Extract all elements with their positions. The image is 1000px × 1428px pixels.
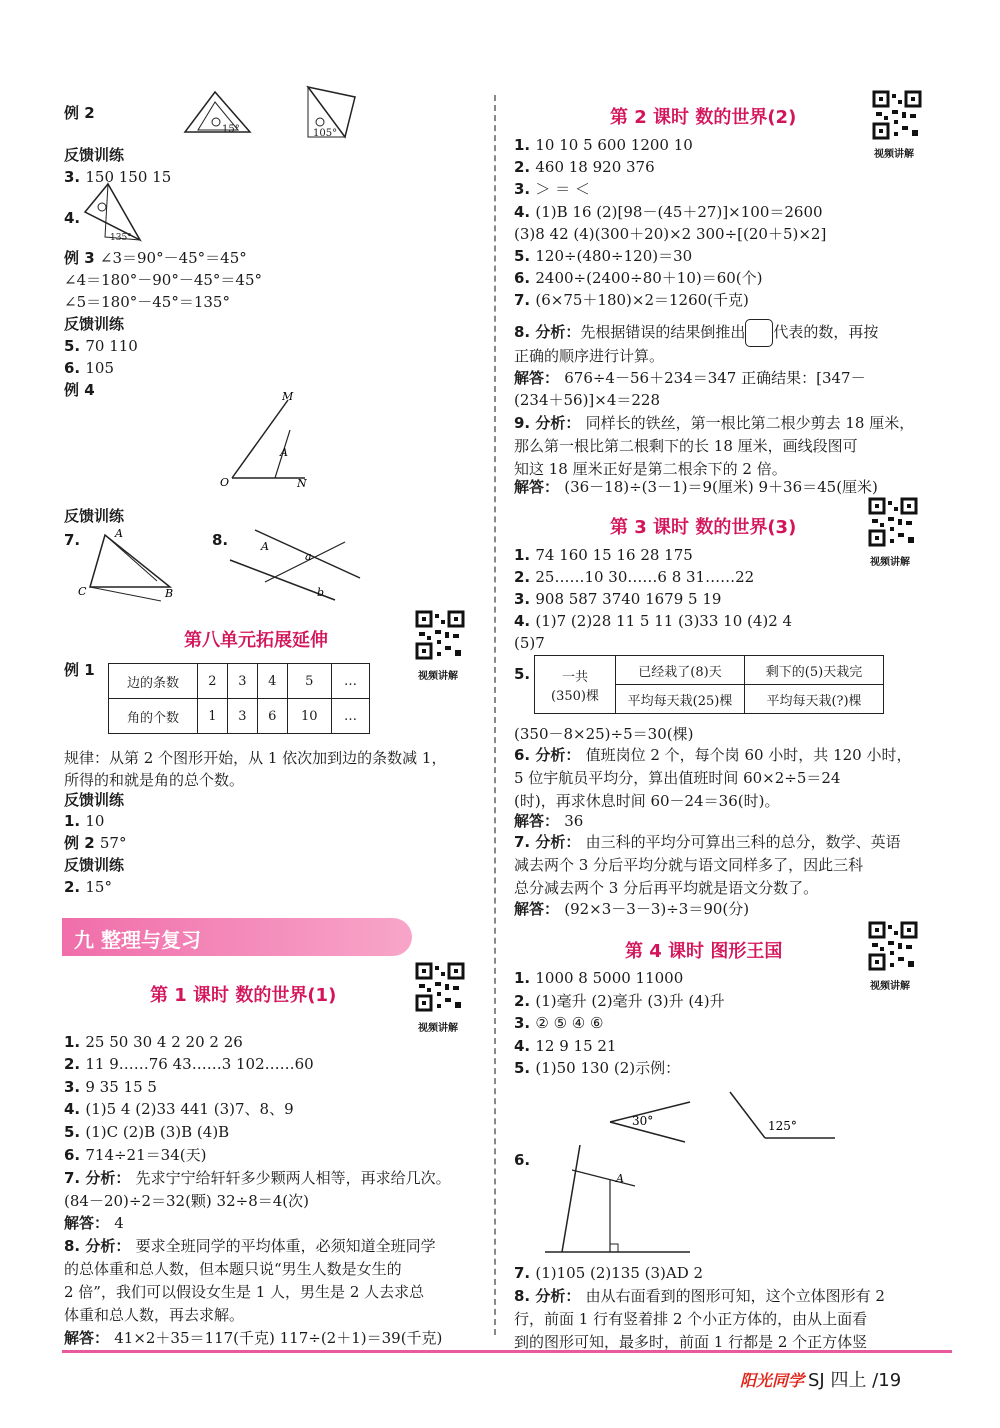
- item-label: 解答：: [64, 1214, 115, 1232]
- answer-line: [64, 1236, 436, 1256]
- label-A: A: [280, 446, 288, 459]
- answer-line: [514, 368, 866, 388]
- item-label: 2.: [64, 878, 86, 896]
- answer-line: [514, 1332, 867, 1352]
- item-label: 解答：: [514, 900, 565, 918]
- table-cell: 已经栽了(8)天: [616, 656, 745, 685]
- item-text: 676÷4－56＋234＝347 正确结果：[347－: [564, 369, 866, 387]
- item-label: 解答：: [514, 812, 565, 830]
- item-text: ＞ ＝ ＜: [535, 180, 590, 198]
- answer-line: [64, 1032, 243, 1052]
- item-text: 36: [564, 812, 584, 830]
- angle-15-label: 15°: [222, 124, 240, 135]
- item-text: 2 倍”，我们可以假设女生是 1 人，男生是 2 人去求总: [64, 1283, 425, 1301]
- answer-line: [514, 246, 692, 266]
- answer-line: [64, 833, 126, 853]
- item-label: 6. 分析：: [514, 746, 586, 764]
- answer-line: [514, 811, 583, 831]
- answer-line: [514, 745, 911, 765]
- table-cell: …: [331, 664, 369, 699]
- qr-label: 视频讲解: [874, 149, 914, 160]
- item-text: 120÷(480÷120)＝30: [535, 247, 693, 265]
- item-label: 3.: [514, 1014, 536, 1032]
- answer-line: [64, 145, 124, 165]
- answer-line: [64, 336, 138, 356]
- label-O: O: [220, 476, 230, 489]
- item-label: 3.: [64, 1078, 86, 1096]
- answer-line: [64, 292, 230, 312]
- item-text: 10: [85, 812, 105, 830]
- answer-line: [514, 390, 660, 410]
- table-cell: 剩下的(5)天栽完: [745, 656, 884, 685]
- item-label: 3.: [514, 590, 536, 608]
- item-text: (350－8×25)÷5＝30(棵): [514, 725, 694, 743]
- item-text: ∠3＝90°－45°＝45°: [99, 249, 247, 267]
- item-label: 8. 分析：: [514, 1287, 586, 1305]
- brand-logo: 阳光同学: [740, 1371, 805, 1390]
- table-cell: 1: [198, 699, 228, 734]
- item-label: 5.: [514, 1059, 536, 1077]
- item-label: 解答：: [514, 478, 565, 496]
- item-label: 反馈训练: [64, 791, 125, 809]
- item-label: 1.: [64, 1033, 86, 1051]
- item-label: 反馈训练: [64, 315, 125, 333]
- item-text: (92×3－3－3)÷3＝90(分): [564, 900, 750, 918]
- item-text: (1)C (2)B (3)B (4)B: [85, 1123, 230, 1141]
- item-text: (1)毫升 (2)毫升 (3)升 (4)升: [535, 992, 725, 1010]
- item-text: 所得的和就是角的总个数。: [64, 771, 245, 789]
- item-text: 2400÷(2400÷80＋10)＝60(个): [535, 269, 763, 287]
- answer-line: [514, 290, 749, 310]
- item-label: 7. 分析：: [514, 833, 586, 851]
- label-A: A: [115, 527, 123, 540]
- item-label: 6.: [64, 1146, 86, 1164]
- item-label: 反馈训练: [64, 856, 125, 874]
- answer-line: [64, 208, 80, 228]
- answer-line: [514, 413, 914, 433]
- answer-line: [514, 768, 840, 788]
- item-label: 反馈训练: [64, 146, 125, 164]
- item-text: ∠5＝180°－45°＝135°: [64, 293, 230, 311]
- answer-line: [64, 1168, 451, 1188]
- item-label: 9. 分析：: [514, 414, 586, 432]
- qr-code-icon[interactable]: [872, 90, 922, 140]
- answer-line: [64, 1054, 314, 1074]
- item-text: 10 10 5 600 1200 10: [535, 136, 693, 154]
- example4-angle-figure: [220, 390, 320, 490]
- answer-line: [514, 855, 863, 875]
- table-row: [109, 699, 370, 734]
- item-text: 15°: [85, 878, 112, 896]
- answer-line: [514, 1150, 530, 1170]
- item-label: 5.: [514, 247, 536, 265]
- answer-line: [514, 1263, 703, 1283]
- qr-code-icon[interactable]: [868, 497, 918, 547]
- answer-line: [514, 268, 763, 288]
- item-label: 7. 分析：: [64, 1169, 136, 1187]
- answer-line: [64, 270, 262, 290]
- answer-line: [64, 314, 124, 334]
- angle-125-label: 125°: [768, 1119, 797, 1133]
- q8-parallel-lines-figure: [225, 520, 365, 605]
- item-text: 714÷21＝34(天): [85, 1146, 207, 1164]
- label-C: C: [78, 585, 87, 598]
- item-text: 41×2＋35＝117(千克) 117÷(2＋1)＝39(千克): [114, 1329, 443, 1347]
- answer-line: [514, 589, 721, 609]
- lesson1-title: 第 1 课时 数的世界(1): [150, 985, 337, 1006]
- item-text: 11 9……76 43……3 102……60: [85, 1055, 314, 1073]
- item-label: 5.: [514, 665, 531, 683]
- table-cell: 平均每天栽(?)棵: [745, 685, 884, 714]
- q6-perpendicular-figure: [540, 1140, 700, 1255]
- lesson2-title: 第 2 课时 数的世界(2): [610, 107, 797, 128]
- item-label: 2.: [514, 992, 536, 1010]
- answer-line: [64, 1305, 244, 1325]
- answer-line: [514, 135, 693, 155]
- table-cell: 边的条数: [109, 664, 198, 699]
- item-text: 4: [114, 1214, 124, 1232]
- item-text: 的总体重和总人数，但本题只说“男生人数是女生的: [64, 1260, 402, 1278]
- table-cell: 4: [257, 664, 287, 699]
- q8-label: 8.: [212, 531, 229, 549]
- item-text: 105: [85, 359, 114, 377]
- item-text: ② ⑤ ④ ⑥: [535, 1014, 604, 1032]
- answer-line: [64, 877, 112, 897]
- item-label: 2.: [514, 568, 536, 586]
- item-text: 25……10 30……6 8 31……22: [535, 568, 755, 586]
- item-text: 908 587 3740 1679 5 19: [535, 590, 722, 608]
- q4-triangle-figure: [80, 182, 150, 246]
- footer-rule: [62, 1350, 952, 1353]
- item-text: (6×75＋180)×2＝1260(千克): [535, 291, 749, 309]
- item-text: 1000 8 5000 11000: [535, 969, 684, 987]
- answer-line: [64, 811, 104, 831]
- page-footer: SJ 四上 /19: [808, 1370, 902, 1391]
- item-text: (时)，再求休息时间 60－24＝36(时)。: [514, 792, 780, 810]
- q8-text-pre: 先根据错误的结果倒推出: [580, 323, 746, 341]
- item-label: 例 4: [64, 381, 95, 399]
- item-label: 例 2: [64, 834, 100, 852]
- item-text: 行，前面 1 行有竖着排 2 个小正方体的，由从上面看: [514, 1310, 868, 1328]
- answer-line: [514, 1013, 603, 1033]
- item-text: (84－20)÷2＝32(颗) 32÷8＝4(次): [64, 1192, 309, 1210]
- cell-total: 一共: [561, 669, 588, 685]
- answer-line: [64, 1191, 309, 1211]
- q8-label: 8. 分析：: [514, 323, 581, 341]
- item-label: 例 1: [64, 661, 95, 679]
- answer-line: [514, 567, 754, 587]
- answer-line: [64, 1122, 229, 1142]
- item-text: 先求宁宁给轩轩多少颗两人相等，再求给几次。: [135, 1169, 451, 1187]
- answer-line: [514, 202, 823, 222]
- item-text: (3)8 42 (4)(300＋20)×2 300÷[(20＋5)×2]: [514, 225, 827, 243]
- qr-label: 视频讲解: [870, 557, 910, 568]
- answer-line: [514, 611, 792, 631]
- answer-line: [64, 248, 247, 268]
- blank-box-icon: [745, 319, 773, 347]
- qr-code-icon[interactable]: [868, 921, 918, 971]
- angle-105-label: 105°: [313, 128, 338, 139]
- answer-line: [64, 1328, 442, 1348]
- q5-table: [534, 655, 884, 714]
- answer-line: [514, 545, 693, 565]
- table-cell: …: [331, 699, 369, 734]
- item-text: 减去两个 3 分后平均分就与语文同样多了，因此三科: [514, 856, 864, 874]
- angle-30-label: 30°: [632, 1114, 654, 1128]
- item-text: 9 35 15 5: [85, 1078, 157, 1096]
- answer-line: [514, 724, 693, 744]
- section-banner: [62, 918, 412, 956]
- answer-line: [514, 157, 655, 177]
- item-text: (36－18)÷(3－1)＝9(厘米) 9＋36＝45(厘米): [564, 478, 878, 496]
- item-text: 12 9 15 21: [535, 1037, 617, 1055]
- answer-line: [64, 380, 95, 400]
- table-cell: 2: [198, 664, 228, 699]
- table-cell: 角的个数: [109, 699, 198, 734]
- answer-line: [514, 633, 545, 653]
- answer-line: [64, 1077, 157, 1097]
- qr-code-icon[interactable]: [415, 962, 465, 1012]
- answer-line: [514, 1058, 680, 1078]
- item-label: 2.: [64, 1055, 86, 1073]
- table-cell: [535, 656, 616, 714]
- cell-total-value: (350)棵: [551, 688, 599, 704]
- item-label: 1.: [514, 546, 536, 564]
- item-label: 3.: [514, 180, 536, 198]
- table-cell: 6: [257, 699, 287, 734]
- item-text: 460 18 920 376: [535, 158, 655, 176]
- qr-label: 视频讲解: [418, 1023, 458, 1034]
- item-text: (1)7 (2)28 11 5 11 (3)33 10 (4)2 4: [535, 612, 793, 630]
- item-text: (234＋56)]×4＝228: [514, 391, 661, 409]
- item-text: 体重和总人数，再去求解。: [64, 1306, 245, 1324]
- item-text: (1)50 130 (2)示例：: [535, 1059, 681, 1077]
- table-row: [109, 664, 370, 699]
- answer-line: [64, 506, 124, 526]
- answer-line: [64, 770, 244, 790]
- answer-line: [64, 1282, 424, 1302]
- item-label: 6.: [514, 269, 536, 287]
- item-text: 由三科的平均分可算出三科的总分，数学、英语: [585, 833, 901, 851]
- answer-line: [64, 1145, 206, 1165]
- item-label: 解答：: [64, 1329, 115, 1347]
- q8-analysis-line: [514, 318, 878, 347]
- item-text: 74 160 15 16 28 175: [535, 546, 693, 564]
- item-text: 由从右面看到的图形可知，这个立体图形有 2: [585, 1287, 885, 1305]
- answer-line: [64, 790, 124, 810]
- item-text: 正确的顺序进行计算。: [514, 347, 665, 365]
- answer-line: [64, 660, 95, 680]
- item-label: 4.: [514, 203, 536, 221]
- item-text: 25 50 30 4 2 20 2 26: [85, 1033, 243, 1051]
- answer-line: [514, 991, 725, 1011]
- table-cell: 3: [227, 664, 257, 699]
- answer-line: [514, 179, 590, 199]
- answer-line: [514, 791, 779, 811]
- item-label: 例 3: [64, 249, 100, 267]
- item-label: 4.: [64, 209, 81, 227]
- answer-line: [514, 346, 664, 366]
- item-text: 同样长的铁丝，第一根比第二根少剪去 18 厘米，: [585, 414, 915, 432]
- item-label: 例 2: [64, 104, 95, 122]
- item-label: 4.: [514, 612, 536, 630]
- item-text: (5)7: [514, 634, 545, 652]
- answer-line: [64, 358, 114, 378]
- lesson4-title: 第 4 课时 图形王国: [625, 941, 783, 962]
- banner-text: 九 整理与复习: [74, 928, 201, 952]
- item-text: 那么第一根比第二根剩下的长 18 厘米，画线段图可: [514, 437, 858, 455]
- qr-code-icon[interactable]: [415, 610, 465, 660]
- lesson3-title: 第 3 课时 数的世界(3): [610, 517, 797, 538]
- answer-line: [514, 968, 683, 988]
- item-text: 规律：从第 2 个图形开始，从 1 依次加到边的条数减 1，: [64, 749, 447, 767]
- item-text: 57°: [99, 834, 127, 852]
- item-label: 7.: [514, 291, 536, 309]
- label-b: b: [317, 586, 325, 599]
- answer-line: [514, 224, 826, 244]
- label-A: A: [616, 1172, 624, 1185]
- column-divider: [494, 95, 496, 1335]
- item-label: 5.: [64, 337, 86, 355]
- item-text: ∠4＝180°－90°－45°＝45°: [64, 271, 263, 289]
- item-label: 反馈训练: [64, 507, 125, 525]
- item-text: (1)B 16 (2)[98－(45＋27)]×100＝2600: [535, 203, 823, 221]
- table-cell: 10: [287, 699, 331, 734]
- item-label: 5.: [64, 1123, 86, 1141]
- item-text: 到的图形可知，最多时，前面 1 行都是 2 个正方体竖: [514, 1333, 868, 1351]
- answer-line: [64, 103, 95, 123]
- item-label: 解答：: [514, 369, 565, 387]
- item-label: 8. 分析：: [64, 1237, 136, 1255]
- answer-line: [514, 436, 858, 456]
- answer-line: [64, 855, 124, 875]
- answer-line: [64, 748, 446, 768]
- example2-triangle-figures: [180, 82, 370, 144]
- answer-line: [514, 832, 901, 852]
- item-text: 要求全班同学的平均体重，必须知道全班同学: [135, 1237, 436, 1255]
- item-label: 1.: [514, 136, 536, 154]
- angle-135-label: 135°: [110, 233, 132, 243]
- item-label: 6.: [64, 359, 86, 377]
- answer-line: [514, 1036, 616, 1056]
- unit8-extension-title: 第八单元拓展延伸: [184, 630, 328, 651]
- item-label: 3.: [64, 168, 86, 186]
- item-text: 知这 18 厘米正好是第二根余下的 2 倍。: [514, 460, 787, 478]
- answer-line: [64, 1259, 402, 1279]
- table-row: [535, 656, 884, 685]
- item-label: 1.: [64, 812, 86, 830]
- item-text: (1)5 4 (2)33 441 (3)7、8、9: [85, 1100, 294, 1118]
- item-label: 7.: [514, 1264, 536, 1282]
- label-B: B: [165, 587, 174, 600]
- answer-line: [514, 899, 749, 919]
- qr-label: 视频讲解: [418, 671, 458, 682]
- item-text: 5 位宇航员平均分，算出值班时间 60×2÷5＝24: [514, 769, 841, 787]
- item-label: 4.: [64, 1100, 86, 1118]
- q7-triangle-figure: [75, 525, 185, 607]
- item-label: 4.: [514, 1037, 536, 1055]
- table-cell: 3: [227, 699, 257, 734]
- answer-line: [514, 664, 530, 684]
- item-label: 2.: [514, 158, 536, 176]
- item-label: 7.: [64, 531, 81, 549]
- label-a: a: [305, 550, 312, 563]
- item-text: 150 150 15: [85, 168, 172, 186]
- qr-label: 视频讲解: [870, 981, 910, 992]
- answer-line: [514, 1286, 885, 1306]
- item-text: 总分减去两个 3 分后再平均就是语文分数了。: [514, 879, 819, 897]
- table-cell: 5: [287, 664, 331, 699]
- q8-text-post: 代表的数，再按: [773, 323, 879, 341]
- table-cell: 平均每天栽(25)棵: [616, 685, 745, 714]
- item-label: 1.: [514, 969, 536, 987]
- item-text: 值班岗位 2 个，每个岗 60 小时，共 120 小时，: [585, 746, 912, 764]
- answer-line: [514, 459, 787, 479]
- answer-line: [514, 1309, 867, 1329]
- item-text: 70 110: [85, 337, 138, 355]
- label-A: A: [261, 540, 269, 553]
- item-text: (1)105 (2)135 (3)AD 2: [535, 1264, 704, 1282]
- answer-line: [64, 1099, 294, 1119]
- answer-line: [64, 1213, 124, 1233]
- label-M: M: [282, 390, 294, 403]
- item-label: 6.: [514, 1151, 531, 1169]
- answer-line: [514, 878, 818, 898]
- example1-table: [108, 663, 370, 734]
- answer-line: [514, 477, 878, 497]
- label-N: N: [297, 477, 307, 490]
